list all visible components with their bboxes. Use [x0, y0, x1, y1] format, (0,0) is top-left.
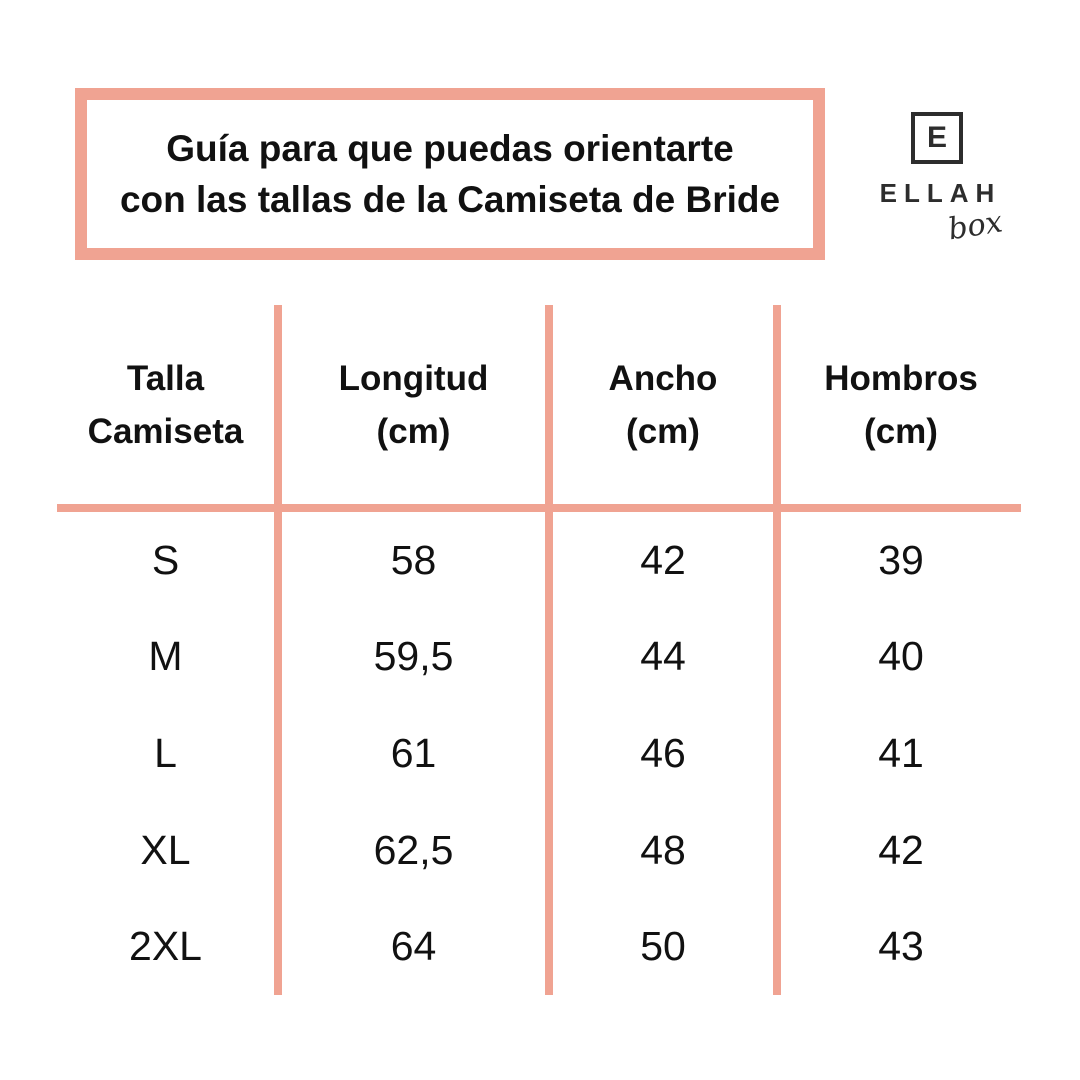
size-table	[57, 305, 1021, 995]
longitud-cell: 58	[282, 512, 553, 609]
logo-monogram-frame	[911, 112, 963, 164]
col-header-longitud-line2: (cm)	[376, 411, 451, 451]
longitud-cell: 62,5	[282, 802, 553, 899]
col-header-ancho	[553, 305, 781, 512]
hombros-cell: 43	[878, 923, 924, 970]
logo-brand-name: ELLAH	[879, 178, 1002, 208]
page-title-line2: con las tallas de la Camiseta de Bride	[119, 179, 781, 220]
col-header-ancho-line2: (cm)	[626, 411, 700, 451]
ancho-cell: 42	[553, 512, 781, 609]
longitud-cell: 64	[282, 898, 553, 995]
page-title-line1: Guía para que puedas orientarte	[166, 128, 734, 169]
brand-logo	[858, 112, 1016, 248]
size-cell: M	[57, 609, 282, 706]
col-header-longitud-line1: Longitud	[338, 358, 489, 398]
hombros-cell: 41	[878, 729, 924, 776]
hombros-cell: 40	[878, 633, 924, 680]
size-cell: S	[57, 512, 282, 609]
logo-script-word: box	[945, 204, 1005, 248]
hombros-cell: 39	[878, 536, 924, 583]
longitud-cell: 59,5	[282, 609, 553, 706]
ancho-cell: 44	[553, 609, 781, 706]
col-header-ancho-line1: Ancho	[608, 358, 718, 398]
col-header-hombros-line1: Hombros	[824, 358, 978, 398]
ancho-cell: 48	[553, 802, 781, 899]
col-header-talla-line2: Camiseta	[87, 411, 244, 451]
title-box	[75, 88, 825, 260]
size-cell: XL	[57, 802, 282, 899]
ancho-cell: 50	[553, 898, 781, 995]
col-header-talla-line1: Talla	[126, 358, 205, 398]
logo-monogram-letter: E	[926, 121, 947, 154]
hombros-cell: 42	[878, 826, 924, 873]
longitud-cell: 61	[282, 705, 553, 802]
ancho-cell: 46	[553, 705, 781, 802]
col-header-longitud	[282, 305, 553, 512]
size-cell: 2XL	[57, 898, 282, 995]
col-header-hombros	[781, 305, 1021, 512]
size-cell: L	[57, 705, 282, 802]
col-header-talla	[57, 305, 282, 512]
col-header-hombros-line2: (cm)	[864, 411, 938, 451]
